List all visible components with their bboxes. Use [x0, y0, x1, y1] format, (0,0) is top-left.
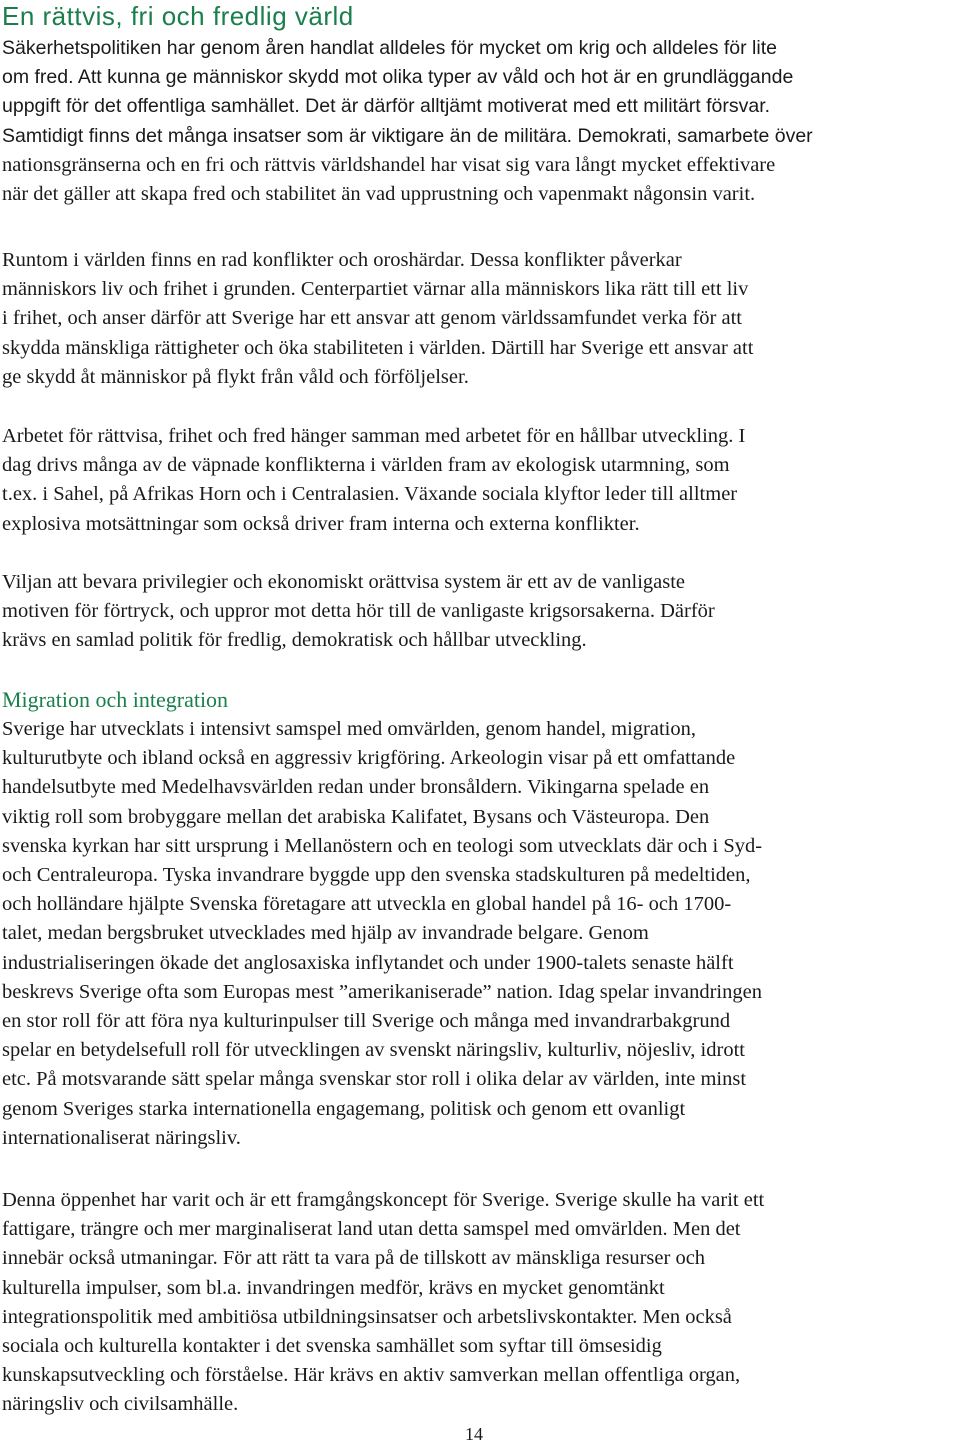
text-line: motiven för förtryck, och uppror mot detta hör till de vanligaste krigsorsakerna. Därför: [2, 600, 715, 623]
text-line: kulturutbyte och ibland också en aggressiv krigföring. Arkeologin visar på ett omfattande: [2, 747, 736, 770]
text-line: ge skydd åt människor på flykt från våld och förföljelser.: [2, 365, 469, 388]
text-line: och Centraleuropa. Tyska invandrare byggde upp den svenska stadskulturen på medeltiden,: [2, 864, 751, 887]
text-line: Arbetet för rättvisa, frihet och fred hänger samman med arbetet för en hållbar utveckling. I: [2, 425, 746, 447]
text-line: och holländare hjälpte Svenska företagare att utveckla en global handel på 16- och 1700-: [2, 893, 732, 916]
text-line: beskrevs Sverige ofta som Europas mest ”amerikaniserade” nation. Idag spelar invandringen: [2, 980, 762, 1003]
text-line: människors liv och frihet i grunden. Centerpartiet värnar alla människors lika rätt till ett liv: [2, 278, 749, 301]
text-line: uppgift för det offentliga samhället. Det är därför alltjämt motiverat med ett militärt försvar.: [2, 95, 771, 118]
text-line: nationsgränserna och en fri och rättvis världshandel har visat sig vara långt mycket effektivare: [2, 153, 776, 176]
text-line: viktig roll som brobyggare mellan det arabiska Kalifatet, Bysans och Västeuropa. Den: [2, 805, 710, 828]
text-line: Viljan att bevara privilegier och ekonomiskt orättvisa system är ett av de vanligaste: [2, 571, 686, 593]
paragraph-security-policy: [2, 34, 960, 209]
text-line: krävs en samlad politik för fredlig, demokratisk och hållbar utveckling.: [2, 629, 587, 652]
paragraph-privileges: [2, 568, 960, 656]
text-line: skydda mänskliga rättigheter och öka stabiliteten i världen. Därtill har Sverige ett ansvar att: [2, 336, 754, 359]
text-line: sociala och kulturella kontakter i det svenska samhället som syftar till ömsesidig: [2, 1335, 662, 1358]
text-line: industrialiseringen ökade det anglosaxiska inflytandet och under 1900-talets senaste hälft: [2, 951, 734, 974]
text-line: handelsutbyte med Medelhavsvärlden redan under bronsåldern. Vikingarna spelade en: [2, 776, 710, 799]
text-line: näringsliv och civilsamhälle.: [2, 1393, 239, 1416]
paragraph-openness: [2, 1186, 960, 1420]
text-line: om fred. Att kunna ge människor skydd mot olika typer av våld och hot är en grundläggande: [2, 66, 794, 89]
text-line: Denna öppenhet har varit och är ett framgångskoncept för Sverige. Sverige skulle ha varit ett: [2, 1189, 765, 1211]
text-line: genom Sveriges starka internationella engagemang, politisk och genom ett ovanligt: [2, 1097, 686, 1120]
text-line: spelar en betydelsefull roll för utvecklingen av svenskt näringsliv, kulturliv, nöjesliv, idrott: [2, 1039, 745, 1062]
text-line: i frihet, och anser därför att Sverige har ett ansvar att genom världssamfundet verka för att: [2, 307, 742, 330]
text-line: Samtidigt finns det många insatser som är viktigare än de militära. Demokrati, samarbete över: [2, 124, 813, 147]
page-number: 14: [465, 1424, 483, 1444]
text-line: dag drivs många av de väpnade konflikterna i världen fram av ekologisk utarmning, som: [2, 454, 730, 477]
text-line: integrationspolitik med ambitiösa utbildningsinsatser och arbetslivskontakter. Men också: [2, 1305, 732, 1328]
paragraph-sweden-history: [2, 715, 960, 1153]
text-line: talet, medan bergsbruket utvecklades med hjälp av invandrade belgare. Genom: [2, 922, 649, 945]
paragraph-conflicts: [2, 246, 960, 392]
text-line: explosiva motsättningar som också driver fram interna och externa konflikter.: [2, 512, 640, 535]
text-line: kunskapsutveckling och förståelse. Här krävs en aktiv samverkan mellan offentliga organ,: [2, 1364, 741, 1387]
text-line: fattigare, trängre och mer marginaliserat land utan detta samspel med omvärlden. Men det: [2, 1218, 741, 1241]
text-line: Sverige har utvecklats i intensivt samspel med omvärlden, genom handel, migration,: [2, 718, 696, 740]
text-line: innebär också utmaningar. För att rätt ta vara på de tillskott av mänskliga resurser och: [2, 1247, 706, 1270]
text-line: Säkerhetspolitiken har genom åren handlat alldeles för mycket om krig och alldeles för lite: [2, 37, 777, 59]
text-line: etc. På motsvarande sätt spelar många svenskar stor roll i olika delar av världen, inte minst: [2, 1068, 747, 1091]
text-line: kulturella impulser, som bl.a. invandringen medför, krävs en mycket genomtänkt: [2, 1276, 665, 1299]
text-line: svenska kyrkan har sitt ursprung i Mellanöstern och en teologi som utvecklats där och i Syd-: [2, 834, 763, 857]
text-line: Runtom i världen finns en rad konflikter och oroshärdar. Dessa konflikter påverkar: [2, 249, 682, 271]
paragraph-sustainable-development: [2, 422, 960, 539]
text-line: t.ex. i Sahel, på Afrikas Horn och i Centralasien. Växande sociala klyftor leder till alltmer: [2, 483, 738, 506]
text-line: när det gäller att skapa fred och stabilitet än vad upprustning och vapenmakt någonsin varit.: [2, 183, 756, 206]
text-line: internationaliserat näringsliv.: [2, 1126, 241, 1149]
section-heading-migration: Migration och integration: [2, 687, 229, 712]
text-line: en stor roll för att föra nya kulturinpulser till Sverige och många med invandrarbakgrund: [2, 1010, 731, 1033]
section-heading-rattvis-fri-fredlig: En rättvis, fri och fredlig värld: [2, 1, 354, 31]
